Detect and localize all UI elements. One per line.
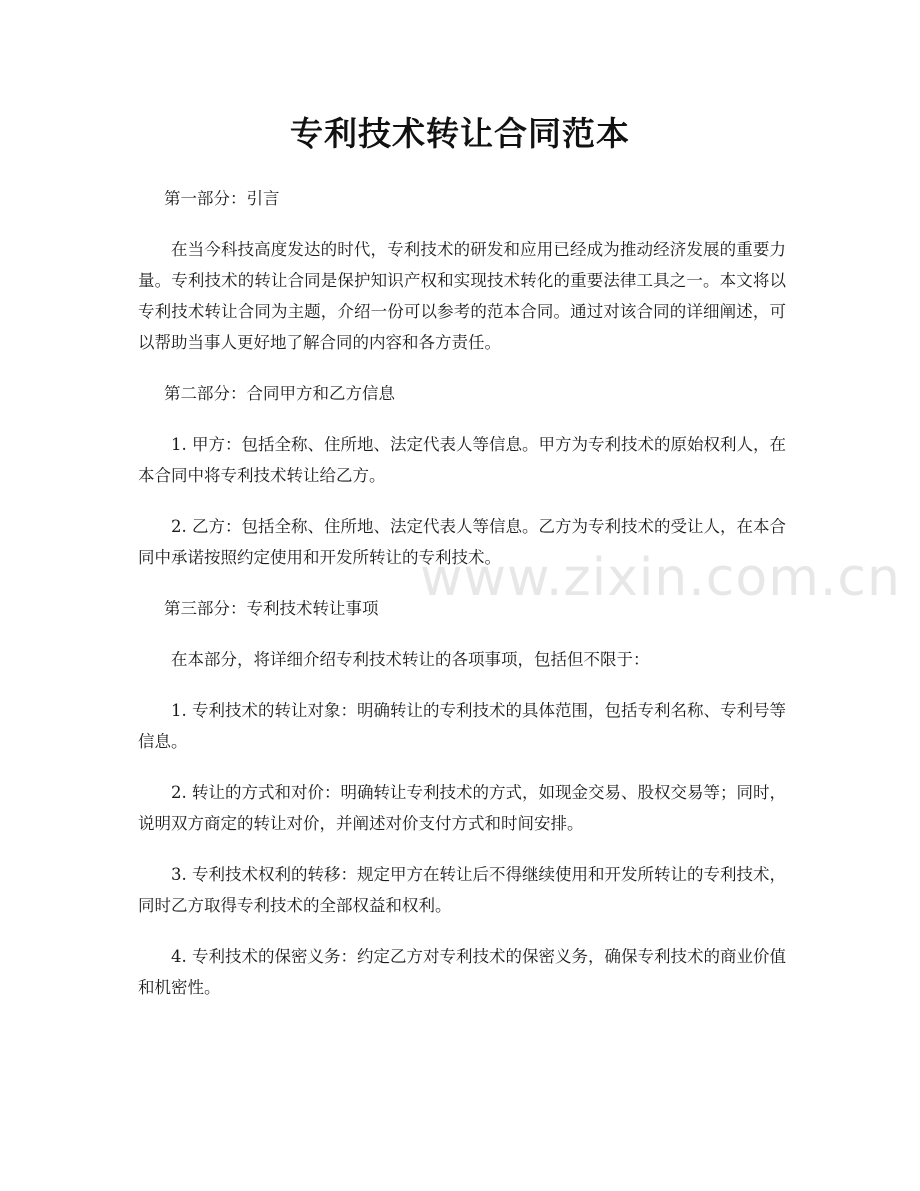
watermark: www.zixin.com.cn <box>420 548 901 608</box>
paragraph-transfer-object: 1. 专利技术的转让对象：明确转让的专利技术的具体范围，包括专利名称、专利号等信息。 <box>138 701 786 751</box>
section-heading-parties: 第二部分：合同甲方和乙方信息 <box>164 384 395 403</box>
paragraph-transfer-method: 2. 转让的方式和对价：明确转让专利技术的方式，如现金交易、股权交易等；同时，说明双方商定的转让对价，并阐述对价支付方式和时间安排。 <box>138 783 786 833</box>
section-heading-intro: 第一部分：引言 <box>164 189 280 208</box>
section-heading-transfer: 第三部分：专利技术转让事项 <box>164 599 379 618</box>
paragraph-party-a: 1. 甲方：包括全称、住所地、法定代表人等信息。甲方为专利技术的原始权利人，在本合同中将专利技术转让给乙方。 <box>138 435 786 485</box>
document-body <box>138 183 786 1023</box>
paragraph-rights-transfer: 3. 专利技术权利的转移：规定甲方在转让后不得继续使用和开发所转让的专利技术，同时乙方取得专利技术的全部权益和权利。 <box>138 865 786 915</box>
paragraph-party-b: 2. 乙方：包括全称、住所地、法定代表人等信息。乙方为专利技术的受让人，在本合同中承诺按照约定使用和开发所转让的专利技术。 <box>138 517 786 567</box>
document-title: 专利技术转让合同范本 <box>290 114 630 153</box>
paragraph-transfer-intro: 在本部分，将详细介绍专利技术转让的各项事项，包括但不限于： <box>171 650 650 669</box>
paragraph-confidentiality: 4. 专利技术的保密义务：约定乙方对专利技术的保密义务，确保专利技术的商业价值和机密性。 <box>138 947 786 997</box>
paragraph-intro: 在当今科技高度发达的时代，专利技术的研发和应用已经成为推动经济发展的重要力量。专利技术的转让合同是保护知识产权和实现技术转化的重要法律工具之一。本文将以专利技术转让合同为主题，介绍一份可以参考的范本合同。通过对该合同的详细阐述，可以帮助当事人更好地了解合同的内容和各方责任。 <box>138 240 786 352</box>
